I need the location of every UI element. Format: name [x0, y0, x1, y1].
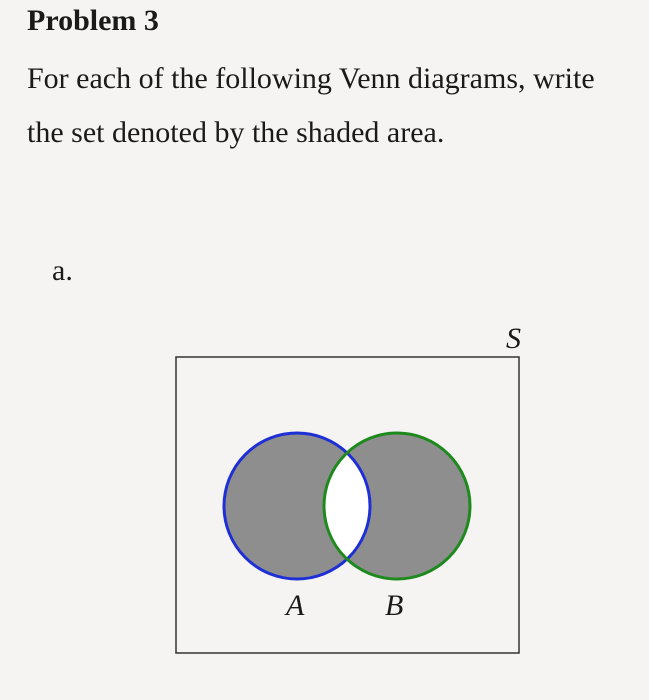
set-a-label: A — [286, 589, 305, 622]
universe-label: S — [506, 322, 521, 355]
problem-statement: For each of the following Venn diagrams, write the set denoted by the shaded area. — [27, 62, 595, 149]
part-label: a. — [52, 254, 73, 287]
problem-title: Problem 3 — [27, 4, 159, 37]
set-b-label: B — [385, 589, 404, 622]
